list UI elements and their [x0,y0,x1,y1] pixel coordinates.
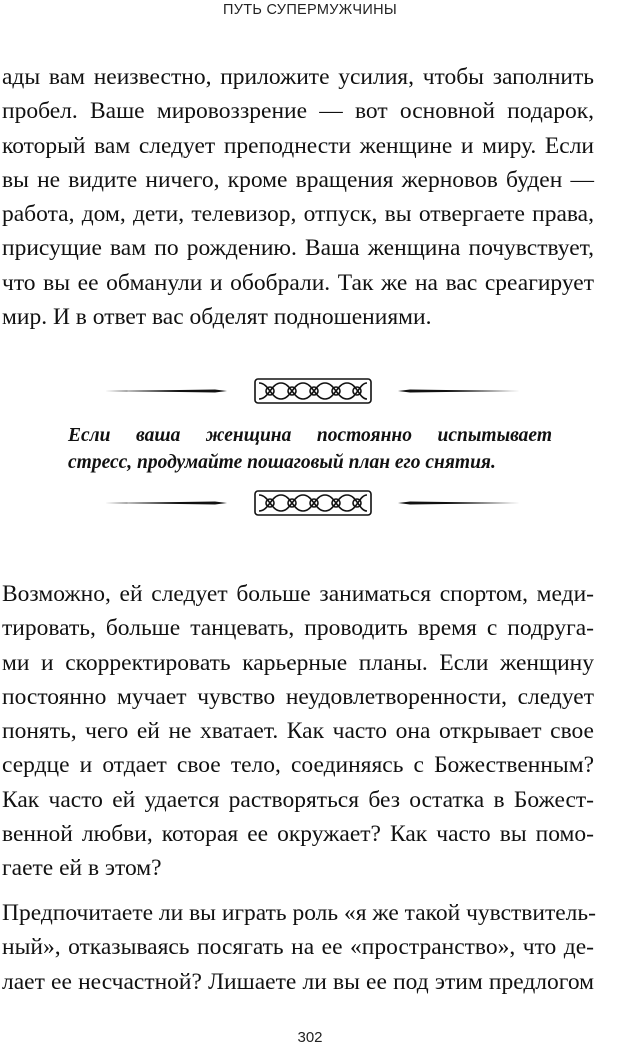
text-line: ады вам неизвестно, приложите усилия, чтобы заполнить [2,64,594,90]
text-line: вы не видите ничего, кроме вращения жерновов буден — [2,166,594,193]
ornament-divider-bottom [105,488,520,518]
text-line: что вы ее обманули и обобрали. Так же на вас среагирует [2,269,594,296]
page-number: 302 [297,1029,323,1046]
ornament-divider-top [105,376,520,406]
running-head: ПУТЬ СУПЕРМУЖЧИНЫ [222,2,397,18]
text-line: венной любви, которая ее окружает? Как часто вы помо- [2,821,594,848]
text-line: Как часто ей удается растворяться без остатка в Божест- [2,786,594,813]
paragraph-2 [2,577,594,886]
text-line: который вам следует преподнести женщине и миру. Если [2,132,594,159]
text-line: мир. И в ответ вас обделят подношениями. [2,304,432,331]
text-line: работа, дом, дети, телевизор, отпуск, вы отвергаете права, [2,201,594,228]
paragraph-3 [2,896,594,999]
text-line: Предпочитаете ли вы играть роль «я же такой чувствитель- [2,900,596,926]
pullquote [68,422,552,476]
text-line: гаете ей в этом? [2,855,162,882]
text-line: лает ее несчастной? Лишаете ли вы ее под этим предлогом [2,968,594,995]
text-line: постоянно мучает чувство неудовлетворенности, следует [2,683,594,710]
pullquote-line: Если ваша женщина постоянно испытывает [68,425,552,446]
celtic-knot-icon [105,376,520,406]
celtic-knot-icon [105,488,520,518]
text-line: Возможно, ей следует больше заниматься спортом, меди- [2,581,594,607]
text-line: присущие вам по рождению. Ваша женщина почувствует, [2,235,594,262]
text-line: пробел. Ваше мировоззрение — вот основной подарок, [2,98,594,125]
text-line: тировать, больше танцевать, проводить время с подруга- [2,615,594,642]
paragraph-1 [2,60,594,334]
text-line: ный», отказываясь посягать на ее «пространство», что де- [2,934,594,961]
text-line: сердце и отдает свое тело, соединяясь с Божественным? [2,752,594,779]
text-line: понять, чего ей не хватает. Как часто она открывает свое [2,718,594,745]
text-line: ми и скорректировать карьерные планы. Если женщину [2,649,594,676]
pullquote-line: стресс, продумайте пошаговый план его снятия. [68,452,496,473]
